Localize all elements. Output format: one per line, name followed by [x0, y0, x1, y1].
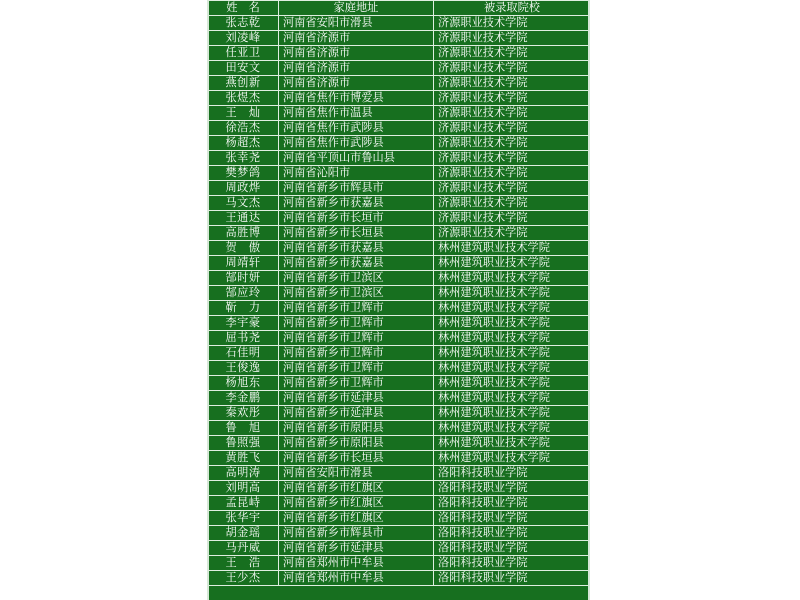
- student-name: 靳 力: [208, 301, 279, 316]
- admitted-school: 林州建筑职业技术学院: [434, 391, 591, 406]
- admitted-school: 洛阳科技职业学院: [434, 541, 591, 556]
- table-row: [208, 316, 591, 331]
- student-name: 王俊逸: [208, 361, 279, 376]
- admitted-school: 林州建筑职业技术学院: [434, 316, 591, 331]
- table-row: [208, 361, 591, 376]
- student-name: 周靖轩: [208, 256, 279, 271]
- student-name: 孟昆峙: [208, 496, 279, 511]
- table-row: [208, 196, 591, 211]
- table-row: [208, 466, 591, 481]
- admitted-school: 洛阳科技职业学院: [434, 466, 591, 481]
- student-name: 燕创新: [208, 76, 279, 91]
- admitted-school: 济源职业技术学院: [434, 151, 591, 166]
- home-address: 河南省焦作市博爱县: [279, 91, 434, 106]
- student-name: 樊梦鸽: [208, 166, 279, 181]
- admitted-school: 济源职业技术学院: [434, 91, 591, 106]
- table-row: [208, 391, 591, 406]
- home-address: 河南省新乡市卫辉市: [279, 331, 434, 346]
- table-row: [208, 136, 591, 151]
- header-name: 姓 名: [208, 1, 279, 16]
- home-address: 河南省新乡市长垣县: [279, 451, 434, 466]
- student-name: 马丹威: [208, 541, 279, 556]
- admitted-school: 济源职业技术学院: [434, 31, 591, 46]
- admitted-school: 林州建筑职业技术学院: [434, 301, 591, 316]
- admitted-school: 林州建筑职业技术学院: [434, 241, 591, 256]
- student-name: 杨旭东: [208, 376, 279, 391]
- admitted-school: 济源职业技术学院: [434, 76, 591, 91]
- admitted-school: 林州建筑职业技术学院: [434, 421, 591, 436]
- student-name: 胡金瑶: [208, 526, 279, 541]
- admission-board: [207, 0, 590, 600]
- admitted-school: 林州建筑职业技术学院: [434, 406, 591, 421]
- header-school: 被录取院校: [434, 1, 591, 16]
- home-address: 河南省新乡市红旗区: [279, 511, 434, 526]
- table-row: [208, 526, 591, 541]
- student-name: 王通达: [208, 211, 279, 226]
- home-address: 河南省新乡市延津县: [279, 541, 434, 556]
- table-row: [208, 571, 591, 586]
- home-address: 河南省新乡市延津县: [279, 406, 434, 421]
- student-name: 高胜博: [208, 226, 279, 241]
- table-row: [208, 511, 591, 526]
- table-row: [208, 271, 591, 286]
- home-address: 河南省济源市: [279, 61, 434, 76]
- home-address: 河南省郑州市中牟县: [279, 556, 434, 571]
- home-address: 河南省焦作市温县: [279, 106, 434, 121]
- table-row: [208, 346, 591, 361]
- home-address: 河南省新乡市原阳县: [279, 421, 434, 436]
- home-address: 河南省新乡市延津县: [279, 391, 434, 406]
- admitted-school: 济源职业技术学院: [434, 136, 591, 151]
- home-address: 河南省沁阳市: [279, 166, 434, 181]
- header-address: 家庭地址: [279, 1, 434, 16]
- table-row: [208, 376, 591, 391]
- table-body: [208, 16, 591, 586]
- home-address: 河南省新乡市卫辉市: [279, 301, 434, 316]
- student-name: 鲁 旭: [208, 421, 279, 436]
- admission-table: [207, 0, 590, 586]
- admitted-school: 济源职业技术学院: [434, 166, 591, 181]
- student-name: 田安文: [208, 61, 279, 76]
- table-row: [208, 301, 591, 316]
- student-name: 马文杰: [208, 196, 279, 211]
- table-row: [208, 481, 591, 496]
- student-name: 李金鹏: [208, 391, 279, 406]
- home-address: 河南省安阳市滑县: [279, 16, 434, 31]
- home-address: 河南省焦作市武陟县: [279, 136, 434, 151]
- home-address: 河南省新乡市获嘉县: [279, 256, 434, 271]
- table-row: [208, 256, 591, 271]
- table-row: [208, 241, 591, 256]
- admitted-school: 济源职业技术学院: [434, 226, 591, 241]
- table-row: [208, 451, 591, 466]
- home-address: 河南省新乡市红旗区: [279, 481, 434, 496]
- table-row: [208, 226, 591, 241]
- home-address: 河南省新乡市辉县市: [279, 526, 434, 541]
- student-name: 张志乾: [208, 16, 279, 31]
- table-row: [208, 436, 591, 451]
- student-name: 秦欢彤: [208, 406, 279, 421]
- admitted-school: 济源职业技术学院: [434, 61, 591, 76]
- home-address: 河南省新乡市卫辉市: [279, 346, 434, 361]
- admitted-school: 济源职业技术学院: [434, 46, 591, 61]
- table-row: [208, 331, 591, 346]
- table-row: [208, 61, 591, 76]
- student-name: 徐浩杰: [208, 121, 279, 136]
- student-name: 郜时妍: [208, 271, 279, 286]
- home-address: 河南省安阳市滑县: [279, 466, 434, 481]
- admitted-school: 林州建筑职业技术学院: [434, 451, 591, 466]
- student-name: 王 灿: [208, 106, 279, 121]
- admitted-school: 林州建筑职业技术学院: [434, 346, 591, 361]
- home-address: 河南省郑州市中牟县: [279, 571, 434, 586]
- student-name: 任亚卫: [208, 46, 279, 61]
- student-name: 周政烨: [208, 181, 279, 196]
- student-name: 郜应玲: [208, 286, 279, 301]
- admitted-school: 林州建筑职业技术学院: [434, 271, 591, 286]
- admitted-school: 林州建筑职业技术学院: [434, 436, 591, 451]
- student-name: 杨超杰: [208, 136, 279, 151]
- admitted-school: 济源职业技术学院: [434, 16, 591, 31]
- admitted-school: 济源职业技术学院: [434, 121, 591, 136]
- home-address: 河南省新乡市卫辉市: [279, 316, 434, 331]
- home-address: 河南省新乡市卫滨区: [279, 271, 434, 286]
- student-name: 贺 傲: [208, 241, 279, 256]
- student-name: 屈书尧: [208, 331, 279, 346]
- table-row: [208, 31, 591, 46]
- student-name: 高明涛: [208, 466, 279, 481]
- table-row: [208, 76, 591, 91]
- home-address: 河南省新乡市卫滨区: [279, 286, 434, 301]
- table-row: [208, 46, 591, 61]
- admitted-school: 洛阳科技职业学院: [434, 556, 591, 571]
- table-row: [208, 286, 591, 301]
- admitted-school: 济源职业技术学院: [434, 181, 591, 196]
- student-name: 李宇豪: [208, 316, 279, 331]
- table-row: [208, 421, 591, 436]
- admitted-school: 林州建筑职业技术学院: [434, 331, 591, 346]
- student-name: 刘明高: [208, 481, 279, 496]
- table-row: [208, 166, 591, 181]
- home-address: 河南省新乡市辉县市: [279, 181, 434, 196]
- admitted-school: 洛阳科技职业学院: [434, 511, 591, 526]
- student-name: 王少杰: [208, 571, 279, 586]
- table-row: [208, 406, 591, 421]
- table-row: [208, 496, 591, 511]
- admitted-school: 林州建筑职业技术学院: [434, 361, 591, 376]
- home-address: 河南省新乡市卫辉市: [279, 361, 434, 376]
- admitted-school: 林州建筑职业技术学院: [434, 256, 591, 271]
- admitted-school: 济源职业技术学院: [434, 196, 591, 211]
- admitted-school: 济源职业技术学院: [434, 211, 591, 226]
- table-row: [208, 181, 591, 196]
- table-row: [208, 151, 591, 166]
- student-name: 张煜杰: [208, 91, 279, 106]
- table-header-row: [208, 1, 591, 16]
- home-address: 河南省新乡市原阳县: [279, 436, 434, 451]
- admitted-school: 林州建筑职业技术学院: [434, 376, 591, 391]
- admitted-school: 济源职业技术学院: [434, 106, 591, 121]
- home-address: 河南省新乡市长垣县: [279, 226, 434, 241]
- home-address: 河南省新乡市获嘉县: [279, 241, 434, 256]
- admitted-school: 洛阳科技职业学院: [434, 481, 591, 496]
- admitted-school: 洛阳科技职业学院: [434, 571, 591, 586]
- student-name: 王 浩: [208, 556, 279, 571]
- home-address: 河南省新乡市长垣市: [279, 211, 434, 226]
- student-name: 张幸尧: [208, 151, 279, 166]
- table-row: [208, 16, 591, 31]
- table-row: [208, 211, 591, 226]
- home-address: 河南省新乡市红旗区: [279, 496, 434, 511]
- home-address: 河南省济源市: [279, 31, 434, 46]
- home-address: 河南省新乡市卫辉市: [279, 376, 434, 391]
- student-name: 黄胜飞: [208, 451, 279, 466]
- table-row: [208, 106, 591, 121]
- table-row: [208, 556, 591, 571]
- admitted-school: 洛阳科技职业学院: [434, 526, 591, 541]
- student-name: 张华宇: [208, 511, 279, 526]
- student-name: 石佳明: [208, 346, 279, 361]
- admitted-school: 洛阳科技职业学院: [434, 496, 591, 511]
- home-address: 河南省济源市: [279, 46, 434, 61]
- table-row: [208, 121, 591, 136]
- student-name: 刘凌峰: [208, 31, 279, 46]
- table-row: [208, 91, 591, 106]
- home-address: 河南省济源市: [279, 76, 434, 91]
- home-address: 河南省新乡市获嘉县: [279, 196, 434, 211]
- home-address: 河南省焦作市武陟县: [279, 121, 434, 136]
- table-row: [208, 541, 591, 556]
- home-address: 河南省平顶山市鲁山县: [279, 151, 434, 166]
- admitted-school: 林州建筑职业技术学院: [434, 286, 591, 301]
- student-name: 鲁照强: [208, 436, 279, 451]
